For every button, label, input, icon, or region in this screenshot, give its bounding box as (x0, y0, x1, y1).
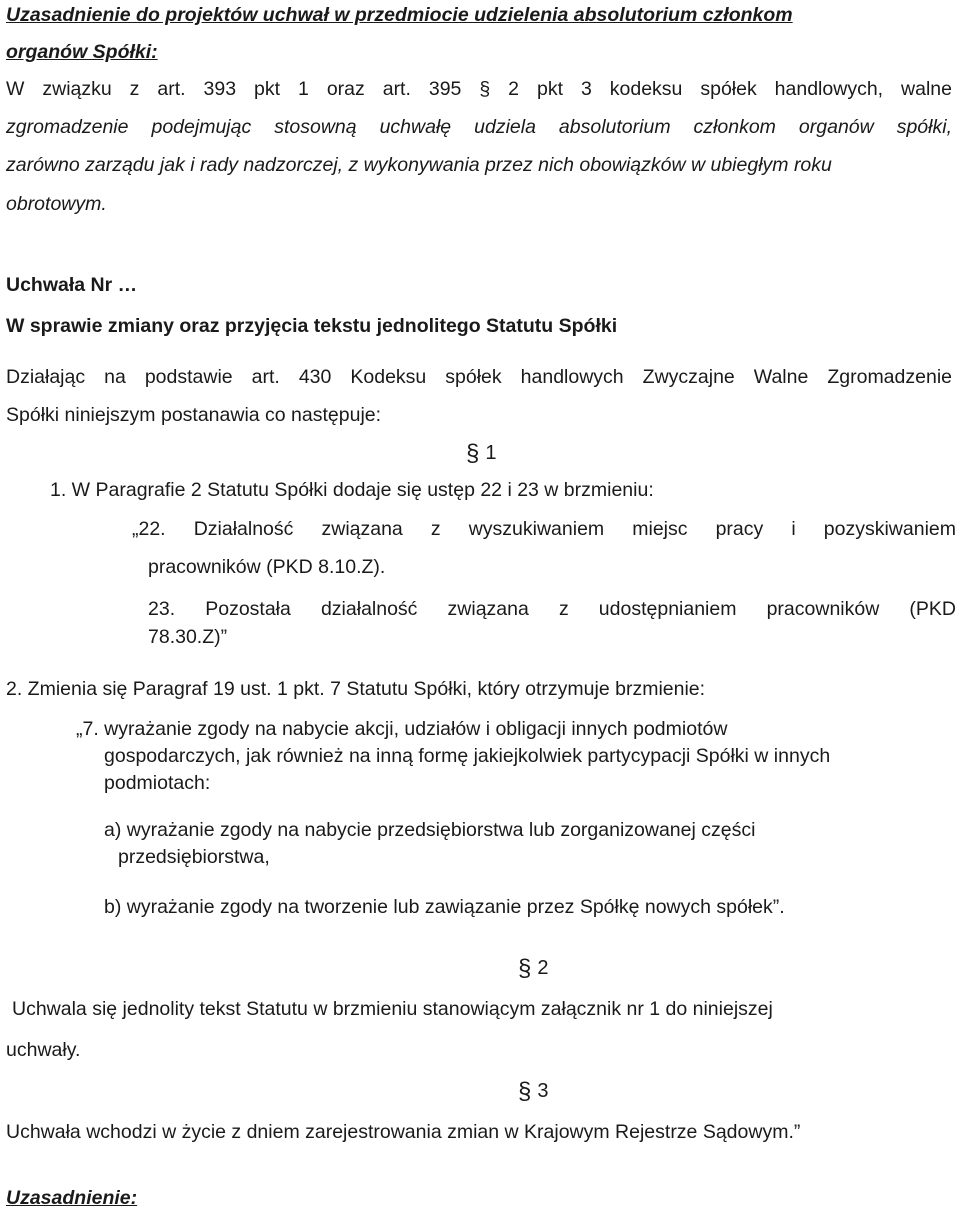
intro-line1: W związku z art. 393 pkt 1 oraz art. 395 § 2 pkt 3 kodeksu spółek handlowych, walne (6, 78, 952, 100)
point-7-line3: podmiotach: (104, 772, 211, 794)
section-sign: § (518, 1078, 532, 1105)
section-1-item-1: 1. W Paragrafie 2 Statutu Spółki dodaje się ustęp 22 i 23 w brzmieniu: (50, 479, 654, 501)
paragraph-23-line2: 78.30.Z)” (148, 626, 228, 648)
point-a-line1: a) wyrażanie zgody na nabycie przedsiębiorstwa lub zorganizowanej części (104, 819, 756, 841)
intro-line4: obrotowym. (6, 193, 107, 215)
section-2-line2: uchwały. (6, 1039, 81, 1061)
resolution-number: Uchwała Nr … (6, 274, 138, 296)
section-sign: § (518, 955, 532, 982)
point-7-line1: „7. wyrażanie zgody na nabycie akcji, udziałów i obligacji innych podmiotów (76, 718, 728, 740)
resolution-title: W sprawie zmiany oraz przyjęcia tekstu jednolitego Statutu Spółki (6, 315, 618, 337)
section-3-number: 3 (537, 1080, 549, 1102)
section-1-number: 1 (485, 442, 497, 464)
resolution-basis-line1: Działając na podstawie art. 430 Kodeksu spółek handlowych Zwyczajne Walne Zgromadzenie (6, 366, 952, 388)
section-1-heading (466, 440, 496, 468)
intro-heading-line1: Uzasadnienie do projektów uchwał w przedmiocie udzielenia absolutorium członkom (6, 4, 793, 26)
intro-heading-line2: organów Spółki: (6, 41, 158, 63)
point-b-line1: b) wyrażanie zgody na tworzenie lub zawiązanie przez Spółkę nowych spółek”. (104, 896, 785, 918)
point-a-line2: przedsiębiorstwa, (118, 846, 270, 868)
section-3-line1: Uchwała wchodzi w życie z dniem zarejestrowania zmian w Krajowym Rejestrze Sądowym.” (6, 1121, 801, 1143)
section-3-heading (518, 1078, 548, 1106)
section-2-number: 2 (537, 957, 549, 979)
section-1-item-2: 2. Zmienia się Paragraf 19 ust. 1 pkt. 7 Statutu Spółki, który otrzymuje brzmienie: (6, 678, 706, 700)
intro-line2: zgromadzenie podejmując stosowną uchwałę udziela absolutorium członkom organów spółki, (6, 116, 952, 138)
paragraph-22-line1: „22. Działalność związana z wyszukiwaniem miejsc pracy i pozyskiwaniem (132, 518, 956, 540)
footer-heading: Uzasadnienie: (6, 1187, 138, 1209)
resolution-basis-line2: Spółki niniejszym postanawia co następuje: (6, 404, 382, 426)
paragraph-22-line2: pracowników (PKD 8.10.Z). (148, 556, 386, 578)
point-7-line2: gospodarczych, jak również na inną formę jakiejkolwiek partycypacji Spółki w innych (104, 745, 831, 767)
section-2-line1: Uchwala się jednolity tekst Statutu w brzmieniu stanowiącym załącznik nr 1 do niniejszej (12, 998, 773, 1020)
section-sign: § (466, 440, 480, 467)
paragraph-23-line1: 23. Pozostała działalność związana z udostępnianiem pracowników (PKD (148, 598, 956, 620)
section-2-heading (518, 955, 548, 983)
intro-line3: zarówno zarządu jak i rady nadzorczej, z wykonywania przez nich obowiązków w ubiegłym roku (6, 154, 832, 176)
